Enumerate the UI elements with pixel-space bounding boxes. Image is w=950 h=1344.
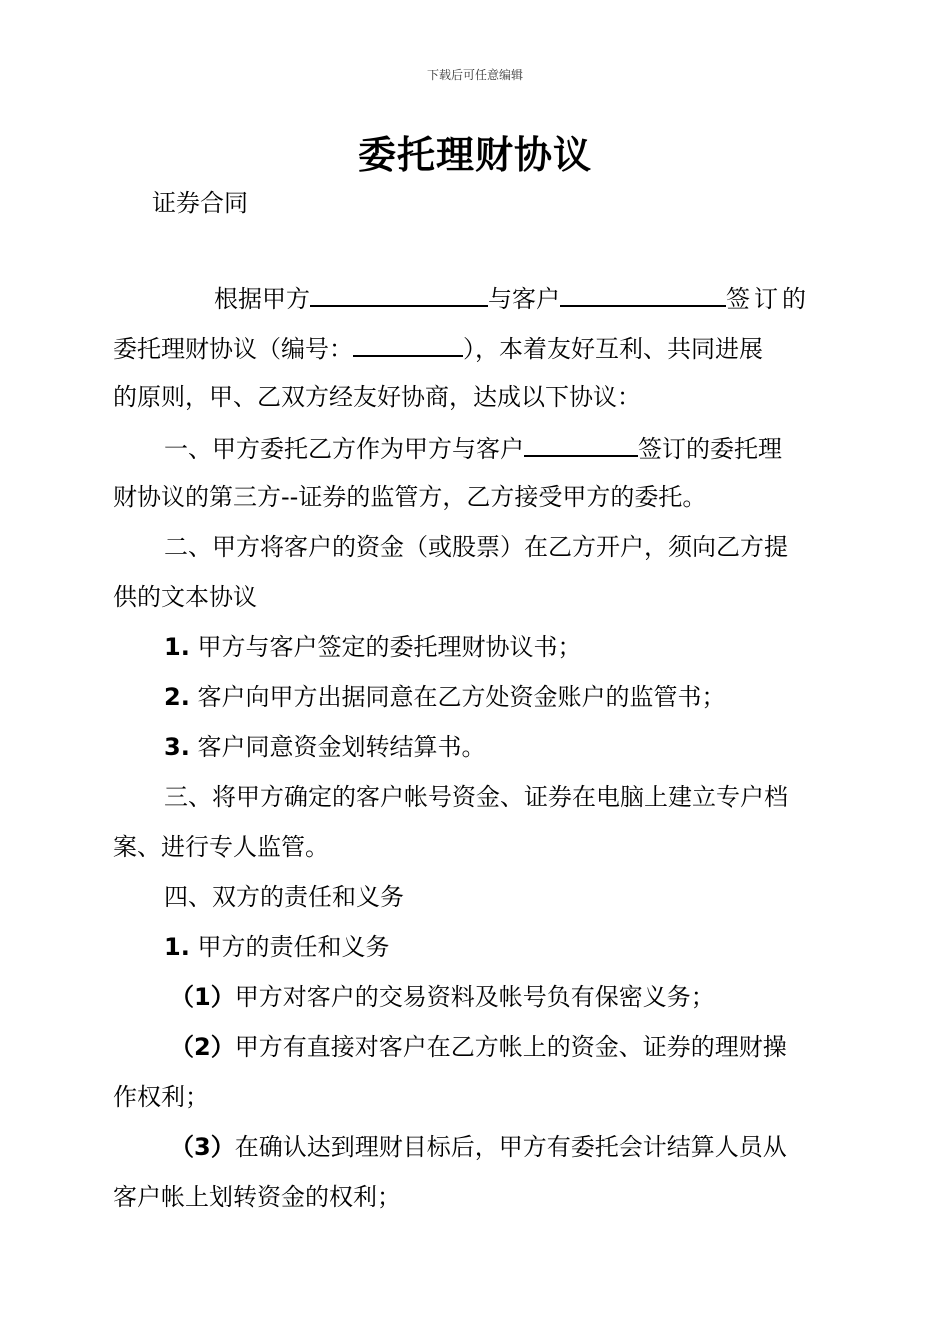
paragraph-intro-line-1 <box>214 277 838 317</box>
responsibility-item <box>170 977 838 1017</box>
responsibility-3-continuation <box>113 1177 838 1217</box>
section-1-line-1 <box>164 427 838 467</box>
intro-text-conclusion: 的原则，甲、乙双方经友好协商，达成以下协议： <box>113 383 641 411</box>
section-1-text-a: 一、甲方委托乙方作为甲方与客户 <box>164 435 524 463</box>
agreement-number-blank <box>353 327 463 357</box>
intro-text-agreement-no: 委托理财协议（编号： <box>113 335 353 363</box>
responsibility-2-number: （2） <box>170 1033 235 1061</box>
item-2-text: 客户向甲方出据同意在乙方处资金账户的监管书； <box>197 683 726 711</box>
section-3-text-b: 案、进行专人监管。 <box>113 833 329 861</box>
section-2-line-1 <box>164 527 838 567</box>
responsibility-3-text: 在确认达到理财目标后，甲方有委托会计结算人员从 <box>234 1133 787 1161</box>
responsibility-2-text: 甲方有直接对客户在乙方帐上的资金、证券的理财操 <box>234 1033 787 1061</box>
list-item <box>164 677 838 717</box>
responsibility-2-continuation <box>113 1077 838 1117</box>
responsibility-item <box>170 1027 838 1067</box>
section-1-client-blank <box>524 427 638 457</box>
item-1-number: 1. <box>164 633 190 661</box>
responsibility-3-number: （3） <box>170 1133 235 1161</box>
section-4-1-number: 1. <box>164 933 190 961</box>
section-3-text-a: 三、将甲方确定的客户帐号资金、证券在电脑上建立专户档 <box>164 783 788 811</box>
client-blank <box>560 277 726 307</box>
item-3-text: 客户同意资金划转结算书。 <box>197 733 486 761</box>
responsibility-1-text: 甲方对客户的交易资料及帐号负有保密义务； <box>234 983 715 1011</box>
document-title: 委托理财协议 <box>357 133 592 177</box>
header-note: 下载后可任意编辑 <box>426 68 523 82</box>
section-1-text-c: 财协议的第三方--证券的监管方，乙方接受甲方的委托。 <box>113 483 707 511</box>
item-2-number: 2. <box>164 683 190 711</box>
section-3-line-1 <box>164 777 838 817</box>
section-4-1-text: 甲方的责任和义务 <box>197 933 390 961</box>
section-1-line-2 <box>113 477 838 517</box>
intro-text-principle: ），本着友好互利、共同进展 <box>463 335 763 363</box>
list-item <box>164 727 838 767</box>
list-item <box>164 627 838 667</box>
section-4-subheading <box>164 927 838 967</box>
intro-text-party-a: 根据甲方 <box>214 285 310 313</box>
section-2-text-a: 二、甲方将客户的资金（或股票）在乙方开户，须向乙方提 <box>164 533 788 561</box>
paragraph-intro-line-3 <box>113 377 838 417</box>
responsibility-item <box>170 1127 838 1167</box>
responsibility-3-cont-text: 客户帐上划转资金的权利； <box>113 1183 401 1211</box>
responsibility-2-cont-text: 作权利； <box>113 1083 209 1111</box>
document-subtitle: 证券合同 <box>152 189 248 217</box>
party-a-blank <box>310 277 488 307</box>
intro-text-signed: 签订的 <box>726 285 810 313</box>
section-4-text: 四、双方的责任和义务 <box>164 883 404 911</box>
responsibility-1-number: （1） <box>170 983 235 1011</box>
section-2-line-2 <box>113 577 838 617</box>
intro-text-client: 与客户 <box>488 285 560 313</box>
section-4-heading <box>164 877 838 917</box>
item-3-number: 3. <box>164 733 190 761</box>
section-1-text-b: 签订的委托理 <box>638 435 782 463</box>
item-1-text: 甲方与客户签定的委托理财协议书； <box>197 633 582 661</box>
paragraph-intro-line-2 <box>113 327 838 367</box>
section-2-text-b: 供的文本协议 <box>113 583 257 611</box>
section-3-line-2 <box>113 827 838 867</box>
